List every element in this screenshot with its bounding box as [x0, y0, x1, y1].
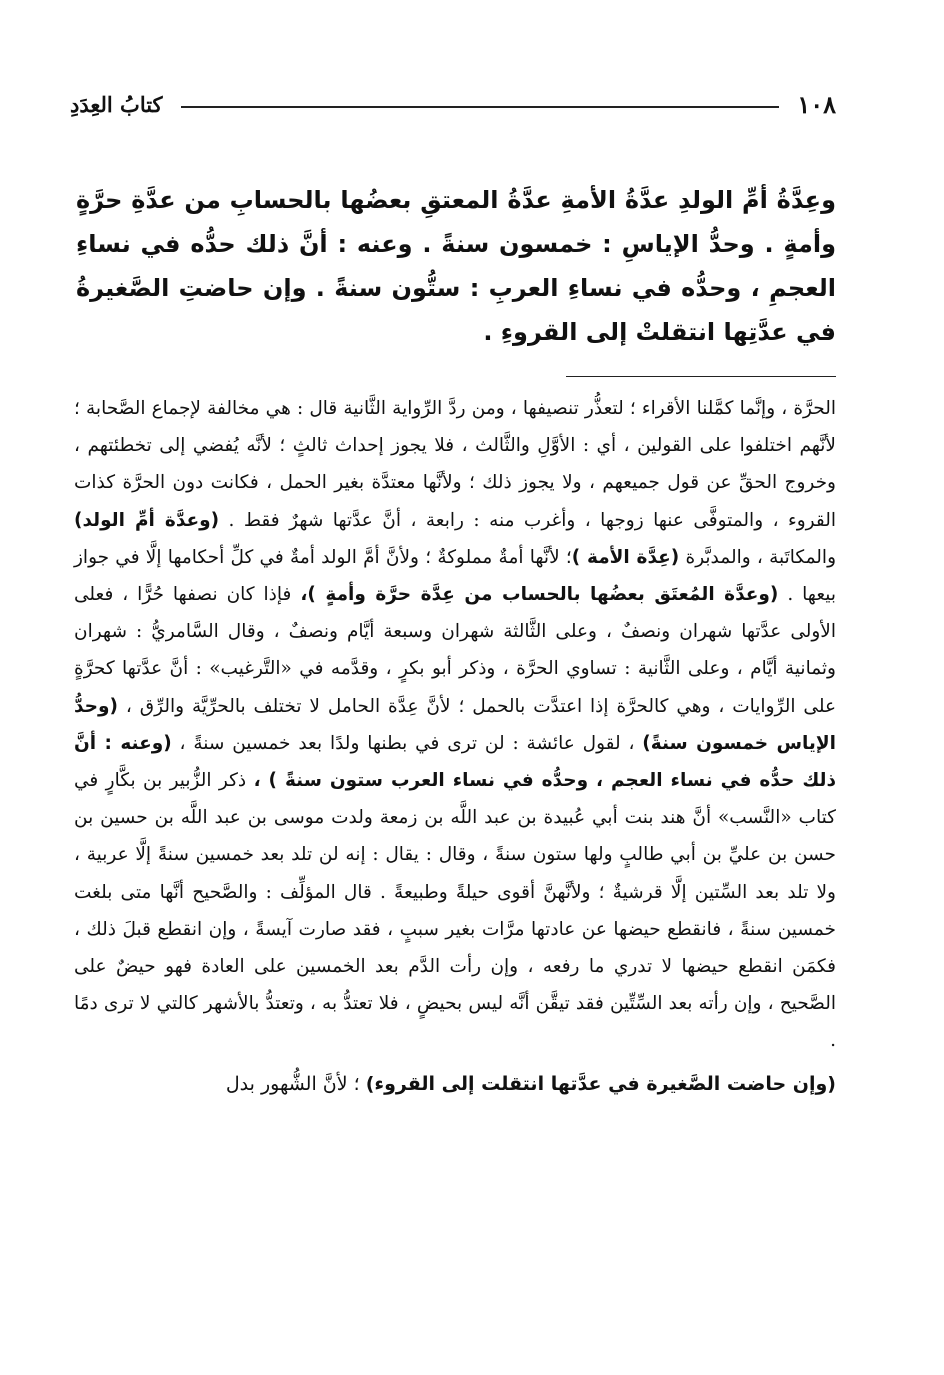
quoted-matn: (وإن حاضت الصَّغيرة في عدَّتها انتقلت إلى القروء) — [365, 1072, 836, 1095]
quoted-matn: (عِدَّة الأمة ) — [571, 546, 680, 568]
running-head: كتابُ العِدَدِ — [70, 91, 163, 117]
commentary-text: والمكاتَبة ، والمدبَّرة — [679, 546, 836, 568]
quoted-matn: (وعنه : أنَّ ذلك حدُّه في نساء العجم ، وحدُّه في نساء العرب ستون سنةً ) ، — [74, 732, 836, 792]
commentary-paragraph — [74, 1066, 836, 1103]
section-divider — [566, 376, 836, 377]
commentary-text: ، لقول عائشة : لن ترى في بطنها ولدًا بعد خمسين سنةً ، — [171, 732, 643, 754]
commentary-paragraph — [74, 390, 836, 1060]
page-header — [70, 86, 836, 122]
commentary-text: ؛ لأنَّها أمةٌ مملوكةٌ ؛ ولأنَّ أمَّ الولد أمةٌ في كلِّ أحكامها إلَّا في جواز بيعها . — [74, 546, 836, 606]
quoted-matn: (وعدَّة أمِّ الولد) — [74, 509, 220, 531]
commentary-text: ؛ لأنَّ الشُّهور بدل — [225, 1072, 366, 1095]
commentary-text: فإذا كان نصفها حُرًّا ، فعلى الأولى عدَّتها شهران ونصفٌ ، وعلى الثَّالثة شهران وسبعة أيَّام ونصفٌ ، وقال السَّامريُّ : شهران وثمانية أيَّام ، وعلى الثَّانية : تساوي الحرَّة ، وذكر أبو بكرٍ ، وقدَّمه في «التَّرغيب» : أنَّ عدَّتها كحرَّةٍ على الرِّوايات ، وهي كالحرَّة إذا اعتدَّت بالحمل ؛ لأنَّ عِدَّة الحامل لا تختلف بالحرِّيَّة والرِّق ، — [74, 584, 836, 717]
quoted-matn: (وحدُّ الإياس خمسون سنةً) — [74, 695, 836, 754]
commentary-text: ذكر الزُّبير بن بكَّارٍ في كتاب «النَّسب» أنَّ هند بنت أبي عُبيدة بن عبد اللَّه بن زمعة ولدت موسى بن عبد اللَّه بن حسين بن حسن بن عليِّ بن أبي طالبٍ ولها ستون سنةً ، وقال : يقال : إنه لن تلد بعد خمسين سنةً إلَّا عربية ، ولا تلد بعد السِّتين إلَّا قرشيةٌ ؛ ولأنَّهنَّ أقوى حيلةً وطبيعةً . قال المؤلِّف : والصَّحيح أنَّها متى بلغت خمسين سنةً ، فانقطع حيضها عن عادتها مرَّات بغير سببٍ ، فقد صارت آيسةً ، وإن انقطع قبلَ ذلك ، فكمَن انقطع حيضها لا تدري ما رفعه ، وإن رأت الدَّم بعد الخمسين على العادة فهو حيضٌ على الصَّحيح ، وإن رأته بعد السِّتِّين فقد تيقَّن أنَّه ليس بحيضٍ ، فلا تعتدُّ به ، وتعتدُّ بالأشهر كالتي لا ترى دمًا . — [74, 770, 836, 1052]
header-rule — [181, 106, 780, 108]
matn-text: وعِدَّةُ أمِّ الولدِ عدَّةُ الأمةِ عدَّةُ المعتقِ بعضُها بالحسابِ من عدَّةِ حرَّةٍ وأمةٍ . وحدُّ الإياسِ : خمسون سنةً . وعنه : أنَّ ذلك حدُّه في نساءِ العجمِ ، وحدُّه في نساءِ العربِ : ستُّون سنةً . وإن حاضتِ الصَّغيرةُ في عدَّتِها انتقلتْ إلى القروءِ . — [76, 186, 836, 346]
page-number: ١٠٨ — [797, 89, 836, 119]
quoted-matn: (وعدَّة المُعتَق بعضُها بالحساب من عِدَّة حرَّة وأمةٍ )، — [300, 584, 779, 606]
commentary-text: الحرَّة ، وإنَّما كمَّلنا الأقراء ؛ لتعذُّر تنصيفها ، ومن ردَّ الرِّواية الثَّانية قال : هي مخالفة لإجماع الصَّحابة ؛ لأنَّهم اختلفوا على القولين ، أي : الأوَّلِ والثَّالث ، فلا يجوز إحداث ثالثٍ ؛ لأنَّه يُفضي إلى تخطئتهم ، وخروج الحقِّ عن قول جميعهم ، ولا يجوز ذلك ؛ ولأنَّها معتدَّة بغير الحمل ، فكانت دون الحرَّة كذات القروء ، والمتوفَّى عنها زوجها ، وأغرب منه : رابعة ، أنَّ عدَّتها شهرٌ فقط . — [74, 398, 836, 531]
commentary — [74, 390, 836, 1103]
